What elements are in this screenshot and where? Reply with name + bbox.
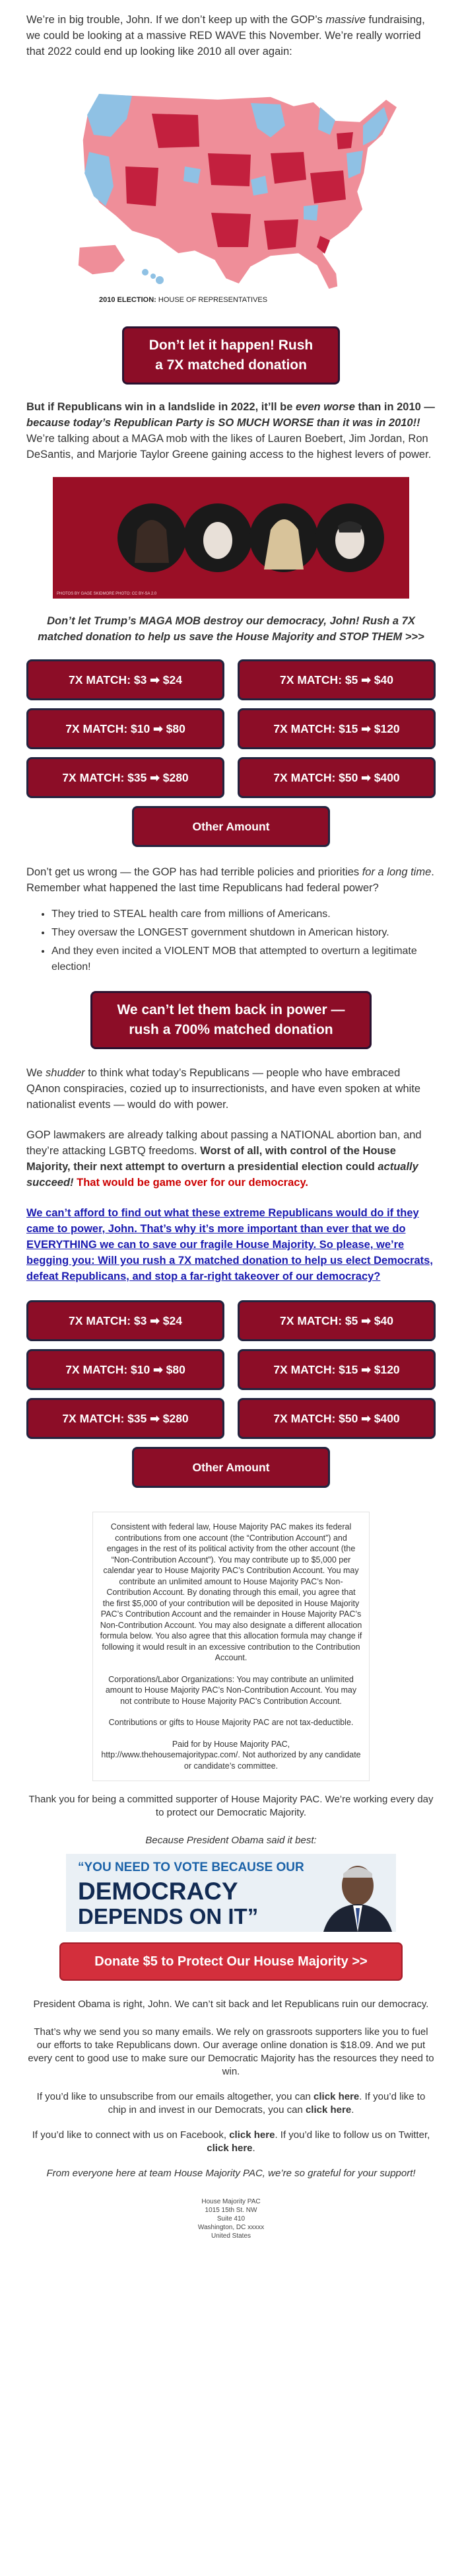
list-item: • They tried to STEAL health care from millions of Americans.	[51, 906, 436, 922]
match-50-button[interactable]: 7X MATCH: $50 ➡ $400	[238, 757, 436, 798]
mailing-address: House Majority PAC 1015 15th St. NW Suite 410 Washington, DC xxxxx United States	[197, 2198, 265, 2240]
obama-quote-banner	[66, 1854, 396, 1932]
gop-record-list	[26, 906, 436, 975]
photo-credit: PHOTOS BY GAGE SKIDMORE PHOTO: CC BY-SA 2.0	[57, 592, 157, 596]
election-map-image	[53, 74, 409, 312]
match-15-button[interactable]: 7X MATCH: $15 ➡ $120	[238, 708, 436, 749]
match-3-button[interactable]: 7X MATCH: $3 ➡ $24	[26, 1300, 224, 1341]
thanks-paragraph: Thank you for being a committed supporter of House Majority PAC. We’re working every day to protect our Democratic Majority.	[28, 1794, 434, 1818]
facebook-link[interactable]: click here	[229, 2129, 275, 2141]
maga-photo-banner	[53, 477, 409, 599]
match-5-button[interactable]: 7X MATCH: $5 ➡ $40	[238, 1300, 436, 1341]
other-amount-button[interactable]: Other Amount	[132, 806, 330, 847]
photo-collage-graphic	[53, 477, 409, 599]
emails-paragraph: That’s why we send you so many emails. We rely on grassroots supporters like you to fuel our efforts to take Republicans down. Our average online donation is $18.09. And we put every cent to good use to make sure our Democratic Majority has the resources they need to win.	[28, 2026, 434, 2077]
unsubscribe-link[interactable]: click here	[314, 2091, 360, 2102]
match-50-button[interactable]: 7X MATCH: $50 ➡ $400	[238, 1398, 436, 1439]
match-3-button[interactable]: 7X MATCH: $3 ➡ $24	[26, 659, 224, 700]
invest-link[interactable]: click here	[305, 2104, 352, 2116]
map-caption: 2010 ELECTION: HOUSE OF REPRESENTATIVES	[99, 296, 268, 304]
match-35-button[interactable]: 7X MATCH: $35 ➡ $280	[26, 1398, 224, 1439]
rush-donation-button[interactable]: Don’t let it happen! Rush a 7X matched donation	[122, 326, 340, 385]
match-15-button[interactable]: 7X MATCH: $15 ➡ $120	[238, 1349, 436, 1390]
quote-line-3: DEPENDS ON IT”	[78, 1904, 259, 1929]
stop-them-paragraph: Don’t let Trump’s MAGA MOB destroy our democracy, John! Rush a 7X matched donation to help us save the House Majority and STOP THEM >>>	[38, 615, 424, 643]
signoff-paragraph: From everyone here at team House Majority PAC, we’re so grateful for your support!	[46, 2168, 416, 2179]
legal-disclaimer: Consistent with federal law, House Majority PAC makes its federal contributions from one account (the “Contribution Account”) and engages in the rest of its political activity from the other account (the “Non-Contribution Account”). You may contribute up to $5,000 per calendar year to House Majority PAC’s Contribution Account. You may contribute an unlimited amount to House Majority PAC’s Non-Contribution Account. By donating through this email, you agree that the first $5,000 of your contribution will be deposited in House Majority PAC’s Contribution Account and the remainder in House Majority PAC’s Non-Contribution Account. You may also designate a different allocation formula below. You also agree that this allocation formula may change if following it would result in an excessive contribution to the Contribution Account. Corporations/Labor Organizations: You may contribute an unlimited amount to House Majority PAC’s Non-Contribution Account. You may not contribute to House Majority PAC’s Contribution Account. Contributions or gifts to House Majority PAC are not tax-deductible. Paid for by House Majority PAC, http://www.thehousemajoritypac.com/. Not authorized by any candidate or candidate’s committee.	[92, 1512, 370, 1781]
match-button-grid-1	[26, 659, 436, 798]
match-35-button[interactable]: 7X MATCH: $35 ➡ $280	[26, 757, 224, 798]
intro-paragraph: We’re in big trouble, John. If we don’t keep up with the GOP’s massive fundraising, we could be looking at a massive RED WAVE this November. We’re really worried that 2022 could end up looking like 2010 all over again:	[26, 14, 425, 57]
email-body	[26, 0, 436, 2240]
quote-line-2: DEMOCRACY	[78, 1878, 238, 1905]
list-item: • And they even incited a VIOLENT MOB that attempted to overturn a legitimate election!	[51, 943, 436, 975]
us-map-graphic	[53, 74, 409, 312]
quote-line-1: “YOU NEED TO VOTE BECAUSE OUR	[78, 1860, 304, 1874]
other-amount-button[interactable]: Other Amount	[132, 1447, 330, 1488]
list-item: • They oversaw the LONGEST government shutdown in American history.	[51, 925, 436, 941]
match-10-button[interactable]: 7X MATCH: $10 ➡ $80	[26, 1349, 224, 1390]
donate-link-paragraph[interactable]	[26, 1205, 436, 1284]
gop-history-paragraph: Don’t get us wrong — the GOP has had terrible policies and priorities for a long time. Remember what happened the last time Republicans had federal power?	[26, 866, 434, 894]
maga-warning-paragraph: But if Republicans win in a landslide in 2022, it’ll be even worse than in 2010 — because today’s Republican Party is SO MUCH WORSE than it was in 2010!! We’re talking about a MAGA mob with the likes of Lauren Boebert, Jim Jordan, Ron DeSantis, and Marjorie Taylor Greene gaining access to the highest levers of power.	[26, 401, 435, 460]
shudder-paragraph: We shudder to think what today’s Republicans — people who have embraced QAnon conspiracies, cozied up to insurrectionists, and have even spoken at white nationalist events — would do with power.	[26, 1067, 421, 1111]
abortion-ban-paragraph: GOP lawmakers are already talking about passing a NATIONAL abortion ban, and they’re attacking LGBTQ freedoms. Worst of all, with control of the House Majority, their next attempt to overturn a presidential election could actually succeed! That would be game over for our democracy.	[26, 1129, 422, 1189]
match-button-grid-2	[26, 1300, 436, 1439]
donate-text-link[interactable]: We can’t afford to find out what these extreme Republicans would do if they came to power, John. That’s why it’s more important than ever that we do EVERYTHING we can to save our fragile House Majority. So please, we’re begging you: Will you rush a 7X matched donation to help us elect Democrats, defeat Republicans, and stop a far-right takeover of our democracy?	[26, 1207, 433, 1282]
unsubscribe-paragraph: If you’d like to unsubscribe from our emails altogether, you can click here. If you’d like to chip in and invest in our Democrats, you can click here.	[36, 2091, 426, 2116]
donate-5-button[interactable]: Donate $5 to Protect Our House Majority >>	[59, 1942, 403, 1981]
social-paragraph: If you’d like to connect with us on Facebook, click here. If you’d like to follow us on Twitter, click here.	[32, 2129, 430, 2154]
700-percent-match-button[interactable]: We can’t let them back in power — rush a 700% matched donation	[90, 991, 372, 1049]
obama-portrait	[317, 1854, 396, 1932]
obama-right-paragraph: President Obama is right, John. We can’t sit back and let Republicans ruin our democracy.	[33, 1999, 429, 2010]
obama-intro: Because President Obama said it best:	[145, 1835, 317, 1846]
match-10-button[interactable]: 7X MATCH: $10 ➡ $80	[26, 708, 224, 749]
match-5-button[interactable]: 7X MATCH: $5 ➡ $40	[238, 659, 436, 700]
twitter-link[interactable]: click here	[207, 2143, 253, 2154]
